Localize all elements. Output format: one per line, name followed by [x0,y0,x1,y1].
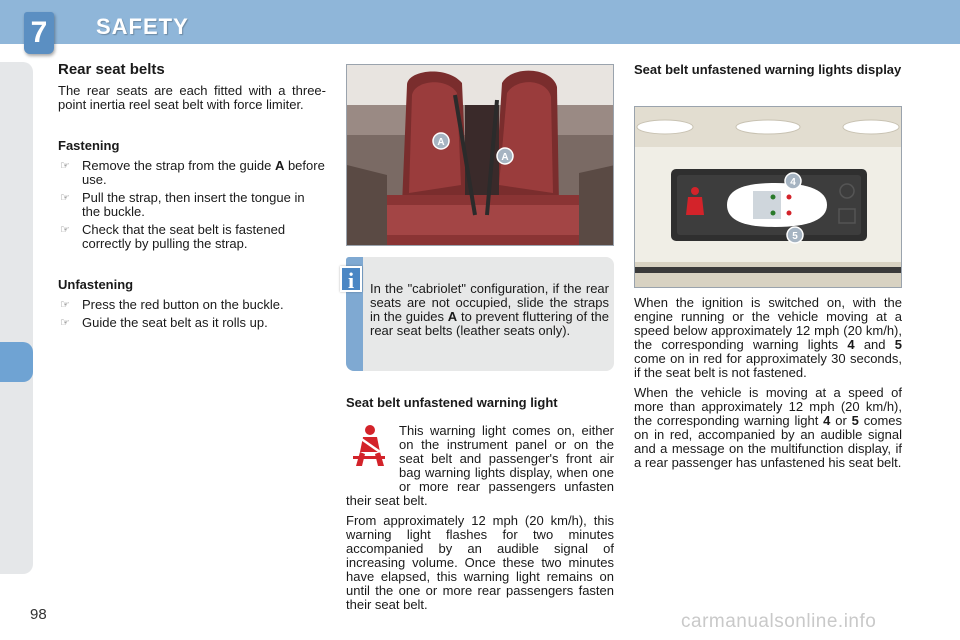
list-item: ☞ Check that the seat belt is fastened correctly by pulling the strap. [60,222,286,251]
chapter-side-tab [0,342,33,382]
list-item: ☞ Guide the seat belt as it rolls up. [60,315,268,330]
callout-a-left: A [437,137,445,148]
warning-lights-display-heading: Seat belt unfastened warning lights display [634,62,902,77]
fastening-heading: Fastening [58,138,120,153]
list-item: ☞ Press the red button on the buckle. [60,297,284,312]
chapter-number: 7 [24,12,54,54]
pointing-hand-icon: ☞ [60,192,70,204]
list-item: ☞ Pull the strap, then insert the tongue in the buckle. [60,190,305,219]
fastening-list [58,159,326,251]
warning-lights-paragraph-1: When the ignition is switched on, with the engine running or the vehicle moving at a speed below approximately 12 mph (20 km/h), the corresponding warning lights 4 and 5 come on in red for approximately 30 seconds, if the seat belt is not fastened. [634,295,903,380]
warning-light-paragraph-1: This warning light comes on, either on the instrument panel or on the seat belt and passenger's front air bag warning lights display, when one or more rear passengers unfasten their seat belt. [346,423,614,508]
callout-4: 4 [790,177,796,188]
chapter-title: SAFETY [96,14,189,39]
pointing-hand-icon: ☞ [60,299,70,311]
list-item: ☞ Remove the strap from the guide A before use. [60,158,325,187]
section-heading-rear-seat-belts: Rear seat belts [58,61,165,78]
info-icon: i [340,266,362,292]
watermark: carmanualsonline.info [681,611,877,632]
page-number: 98 [30,606,47,623]
pointing-hand-icon: ☞ [60,160,70,172]
warning-lights-display-photo [634,106,902,288]
rear-seats-photo [346,64,614,246]
pointing-hand-icon: ☞ [60,224,70,236]
pointing-hand-icon: ☞ [60,317,70,329]
unfastening-heading: Unfastening [58,277,134,292]
intro-paragraph: The rear seats are each fitted with a three-point inertia reel seat belt with force limiter. [58,83,326,112]
left-column [58,63,326,330]
warning-light-heading: Seat belt unfastened warning light [346,395,558,410]
right-text [634,296,902,470]
warning-lights-paragraph-2: When the vehicle is moving at a speed of more than approximately 12 mph (20 km/h), the corresponding warning light 4 or 5 comes on in red, accompanied by an audible signal and a message on the multifunction display, if a rear passenger has unfastened his seat belt. [634,385,902,470]
info-text: In the "cabriolet" configuration, if the rear seats are not occupied, slide the straps in the guides A to prevent fluttering of the rear seat belts (leather seats only). [370,281,609,338]
callout-5: 5 [792,231,798,242]
warning-light-text [346,424,614,612]
callout-a-right: A [501,152,509,163]
side-strip [0,62,33,574]
unfastening-list [58,298,326,330]
rear-seats-illustration [347,65,614,246]
warning-light-paragraph-2: From approximately 12 mph (20 km/h), this warning light flashes for two minutes accompanied by an audible signal of increasing volume. Once these two minutes have elapsed, this warning light remains on until the one or more rear passengers fasten their seat belt. [346,513,614,612]
warning-display-illustration [635,107,902,288]
